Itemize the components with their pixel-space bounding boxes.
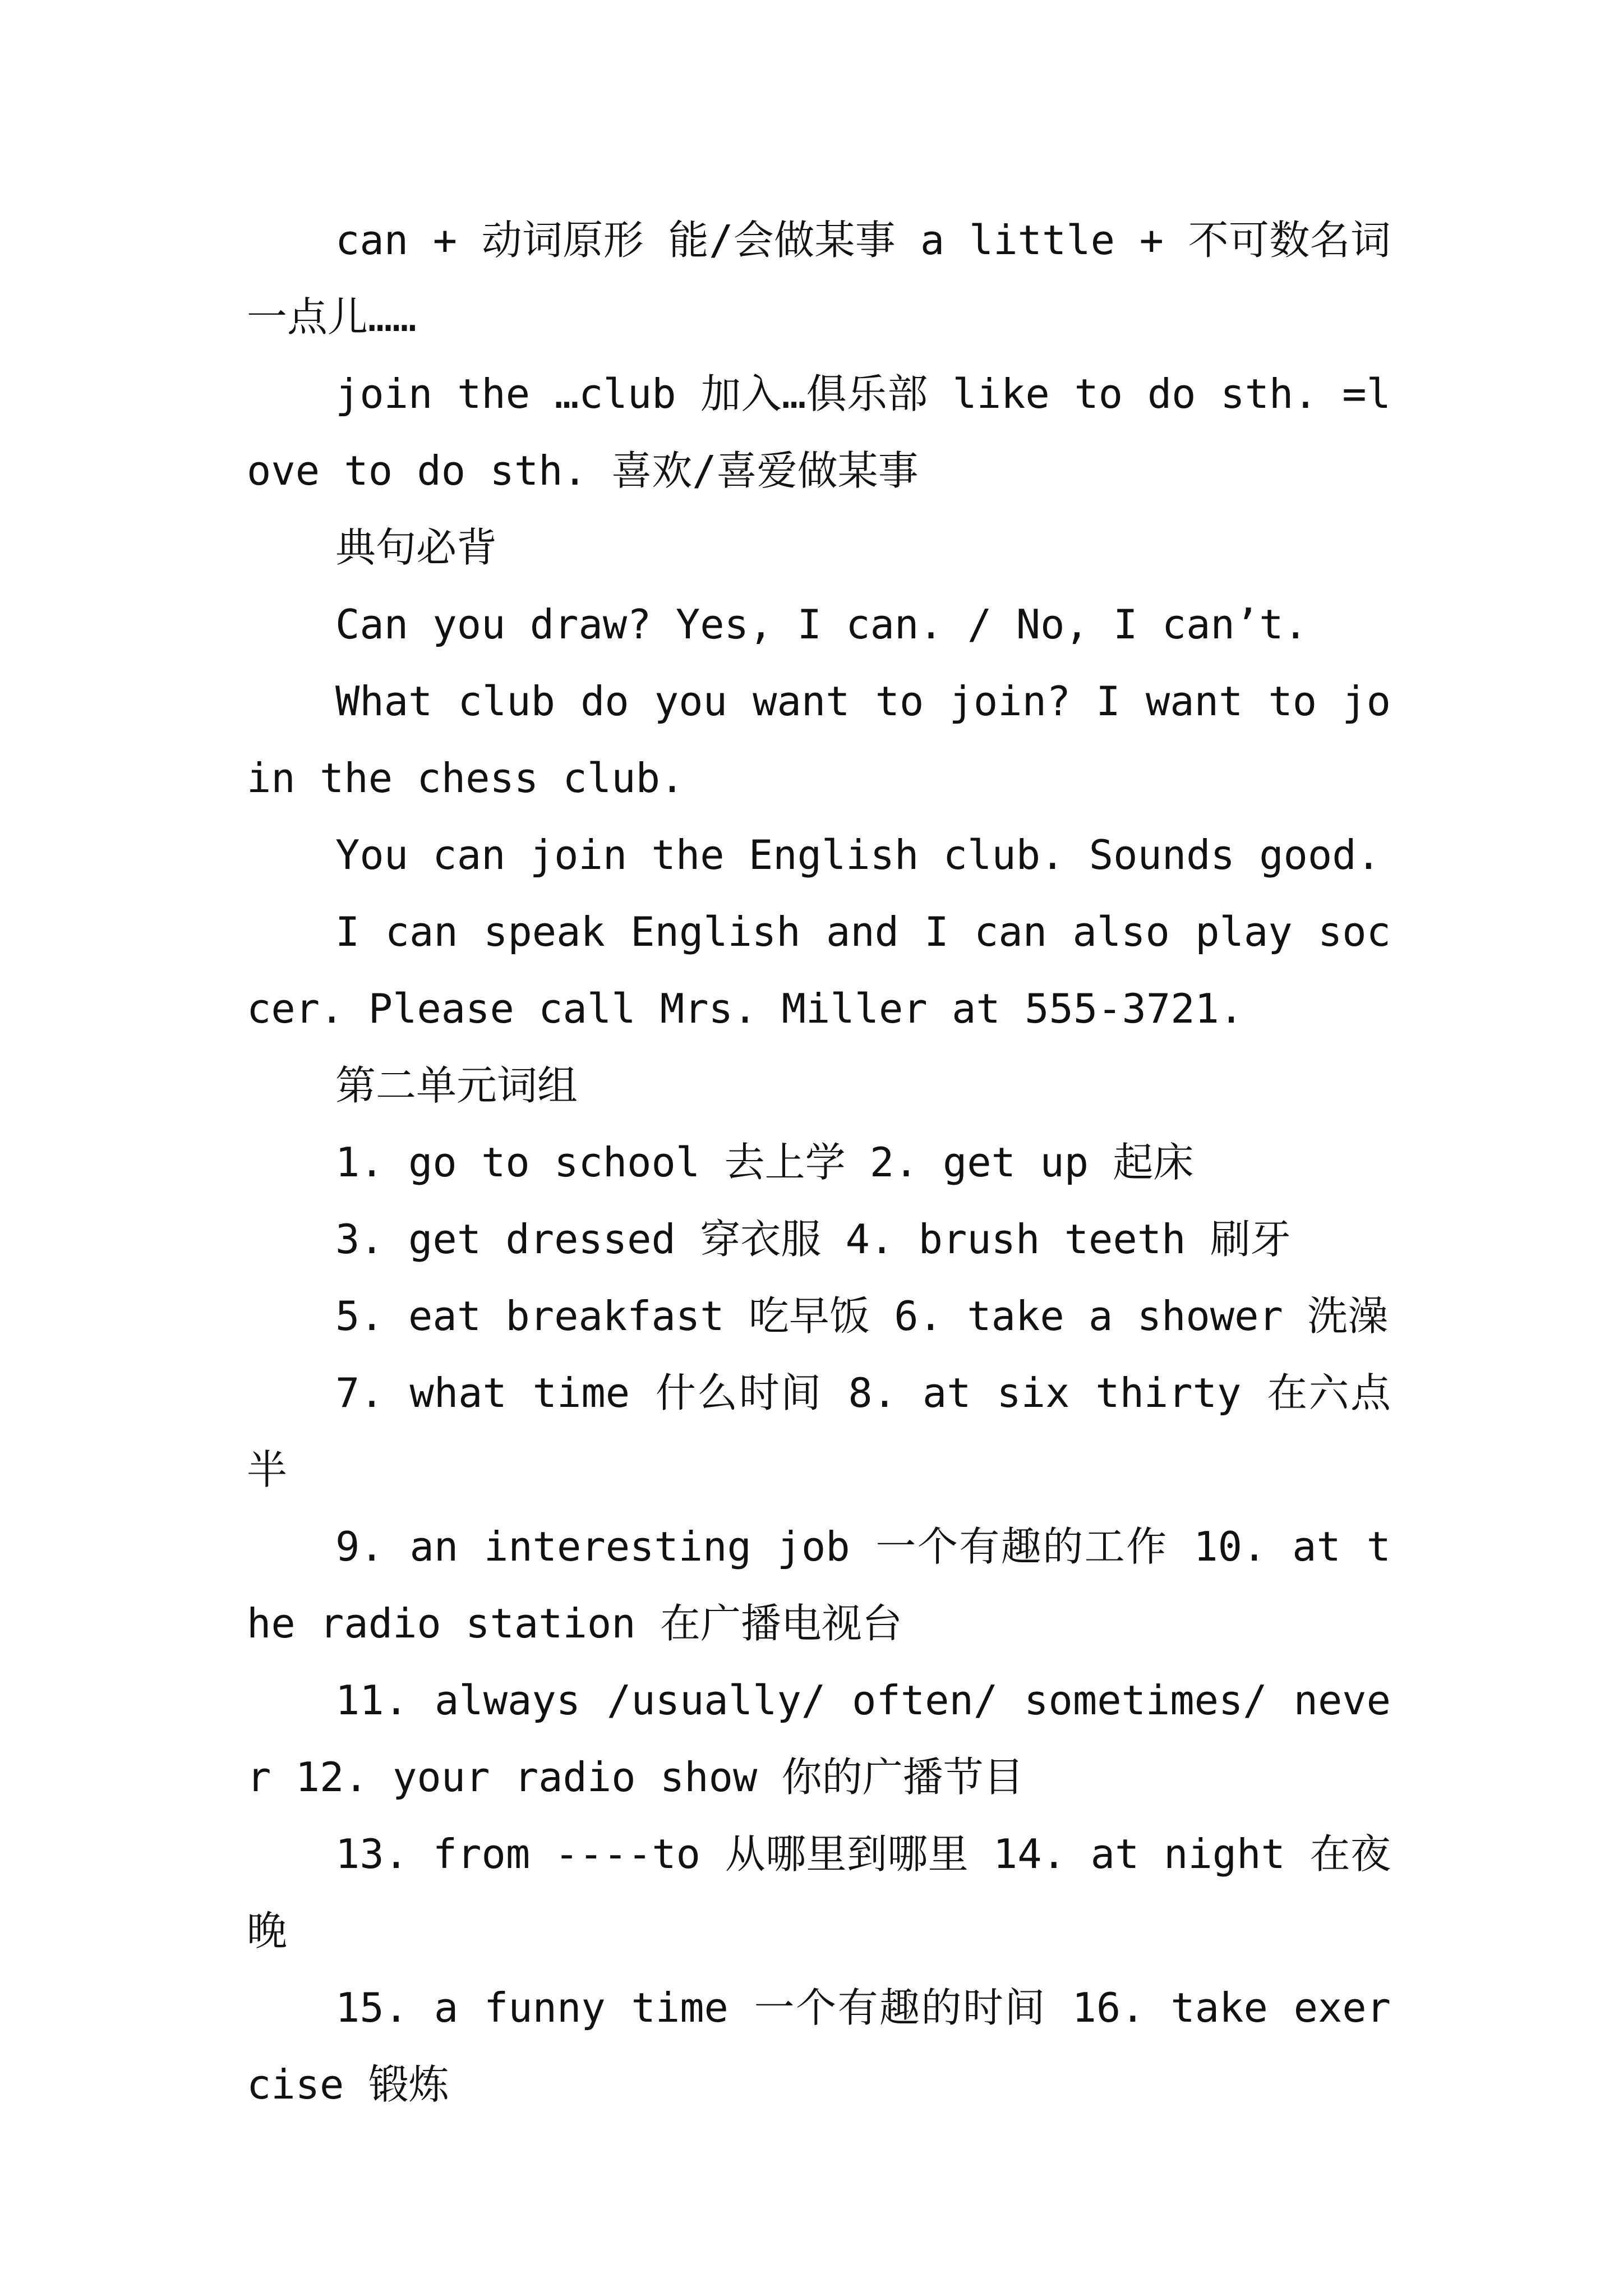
phrase-line-5: 5. eat breakfast 吃早饭 6. take a shower 洗澡 [335, 1292, 1389, 1340]
paragraph-what-club: What club do you want to join? I want to join the chess club. [247, 678, 1391, 802]
section-heading-key-sentences: 典句必背 [335, 524, 497, 571]
section-heading-unit-two: 第二单元词组 [335, 1062, 578, 1109]
phrase-line-13: 13. from ----to 从哪里到哪里 14. at night 在夜晚 [247, 1830, 1391, 1954]
phrase-line-11: 11. always /usually/ often/ sometimes/ never 12. your radio show 你的广播节目 [247, 1677, 1391, 1801]
paragraph-can-phrases: can + 动词原形 能/会做某事 a little + 不可数名词一点儿…… [247, 217, 1391, 341]
phrase-line-7: 7. what time 什么时间 8. at six thirty 在六点半 [247, 1369, 1391, 1493]
phrase-line-9: 9. an interesting job 一个有趣的工作 10. at the radio station 在广播电视台 [247, 1523, 1391, 1647]
phrase-line-1: 1. go to school 去上学 2. get up 起床 [335, 1139, 1194, 1186]
paragraph-speak-english: I can speak English and I can also play soccer. Please call Mrs. Miller at 555-3721. [247, 908, 1391, 1032]
phrase-line-15: 15. a funny time 一个有趣的时间 16. take exercise 锻炼 [247, 1984, 1391, 2108]
paragraph-english-club: You can join the English club. Sounds good. [335, 831, 1381, 878]
paragraph-join-club: join the …club 加入…俱乐部 like to do sth. =love to do sth. 喜欢/喜爱做某事 [247, 370, 1391, 494]
phrase-line-3: 3. get dressed 穿衣服 4. brush teeth 刷牙 [335, 1216, 1291, 1263]
document-body [247, 202, 1391, 2123]
paragraph-can-you-draw: Can you draw? Yes, I can. / No, I can’t. [335, 601, 1308, 648]
